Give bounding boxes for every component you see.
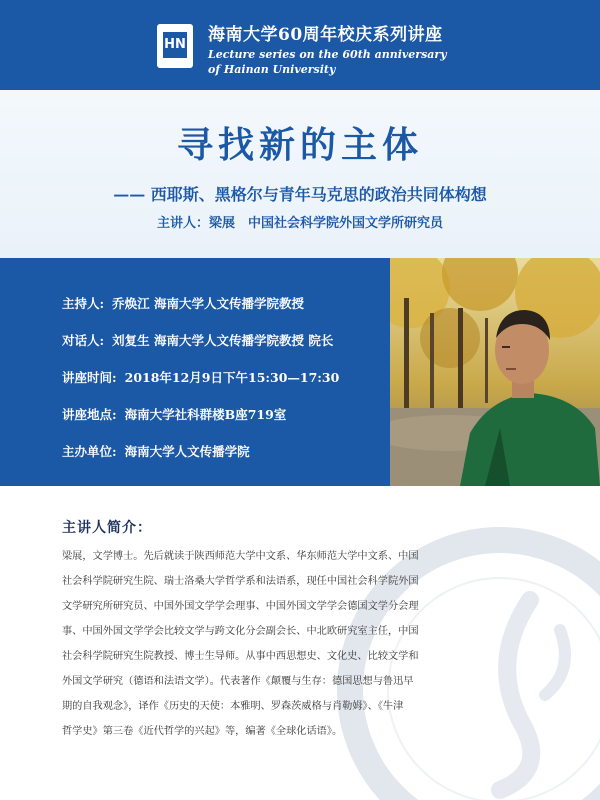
info-label: 主持人: xyxy=(62,296,105,311)
university-logo-icon xyxy=(157,24,193,68)
info-label: 讲座地点: xyxy=(62,407,117,422)
info-value: 海南大学人文传播学院 xyxy=(124,444,250,459)
header-banner xyxy=(0,0,600,90)
info-row-location xyxy=(62,405,286,423)
bio-line: 梁展，文学博士。先后就读于陕西师范大学中文系、华东师范大学中文系、中国 xyxy=(62,551,419,562)
bio-line: 外国文学研究（德语和法语文学）。代表著作《颠覆与生存：德国思想与鲁迅早 xyxy=(62,676,414,687)
bio-line: 哲学史》第三卷《近代哲学的兴起》等，编著《全球化话语》。 xyxy=(62,726,343,737)
bio-line: 期的自我观念》，译作《历史的天使：本雅明、罗森茨威格与肖勒姆》、《牛津 xyxy=(62,701,404,712)
series-title-en xyxy=(208,47,447,77)
speaker-line: 主讲人：梁展 中国社会科学院外国文学所研究员 xyxy=(156,216,443,231)
info-row-discussant xyxy=(62,331,333,349)
lecture-subtitle: —— 西耶斯、黑格尔与青年马克思的政治共同体构想 xyxy=(113,185,487,204)
logo-text: HN xyxy=(163,32,187,58)
bio-line: 事、中国外国文学学会比较文学与跨文化分会副会长、中北欧研究室主任，中国 xyxy=(62,626,419,637)
bio-line: 文学研究所研究员、中国外国文学学会理事、中国外国文学学会德国文学分会理 xyxy=(62,601,419,612)
info-row-organizer xyxy=(62,442,250,460)
info-label: 对话人: xyxy=(62,333,105,348)
bio-line: 社会科学院研究生院教授、博士生导师。从事中西思想史、文化史、比较文学和 xyxy=(62,651,419,662)
series-title-en-line1: Lecture series on the 60th anniversary xyxy=(208,48,447,61)
info-value: 2018年12月9日下午15:30—17:30 xyxy=(124,370,340,385)
info-label: 主办单位: xyxy=(62,444,117,459)
series-title-cn: 海南大学60周年校庆系列讲座 xyxy=(208,25,443,45)
info-value: 刘复生 海南大学人文传播学院教授 院长 xyxy=(112,333,334,348)
info-row-host xyxy=(62,294,304,312)
bio-heading: 主讲人简介： xyxy=(62,520,152,536)
lecture-title: 寻找新的主体 xyxy=(176,124,423,166)
info-value: 乔焕江 海南大学人文传播学院教授 xyxy=(112,296,304,311)
info-label: 讲座时间: xyxy=(62,370,117,385)
info-row-time xyxy=(62,368,339,386)
title-area xyxy=(0,90,600,258)
info-value: 海南大学社科群楼B座719室 xyxy=(124,407,287,422)
series-title-en-line2: of Hainan University xyxy=(208,63,336,76)
bio-line: 社会科学院研究生院、瑞士洛桑大学哲学系和法语系，现任中国社会科学院外国 xyxy=(62,576,419,587)
speaker-photo xyxy=(390,258,600,486)
